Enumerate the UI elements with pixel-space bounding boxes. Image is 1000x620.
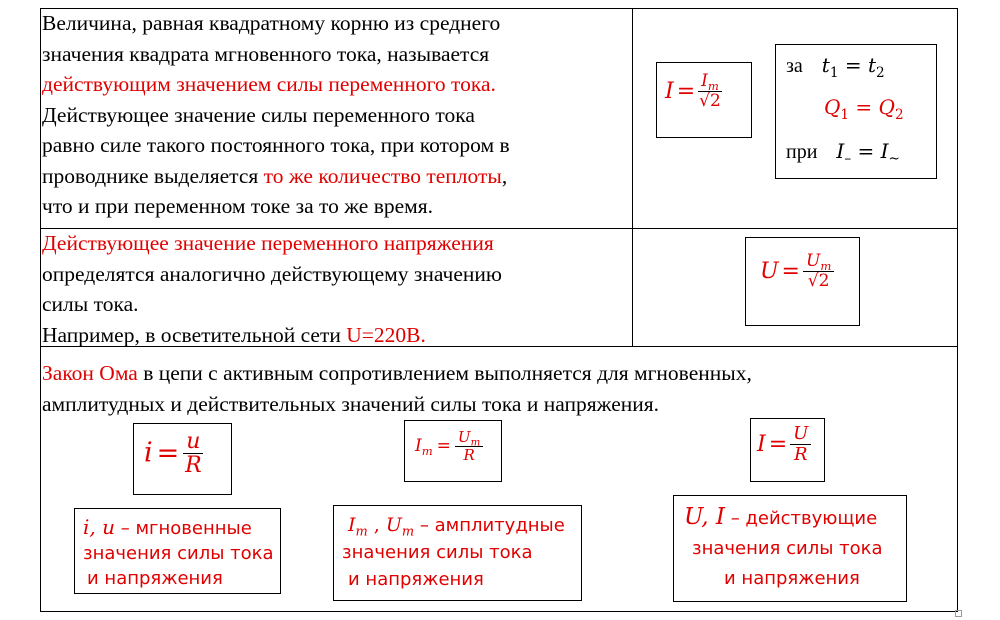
- time-condition: за $t_1 = t_2$: [786, 53, 885, 81]
- effective-voltage-formula-box: [745, 237, 860, 326]
- ohm-amplitude-formula: $I_m$ = $\frac{U_m}{R}$: [415, 430, 483, 463]
- voltage-220-highlight: U=220В.: [346, 322, 426, 347]
- column-divider: [632, 8, 633, 346]
- row1-line7: что и при переменном токе за то же время.: [42, 194, 434, 218]
- instantaneous-caption-line3: и напряжения: [87, 568, 223, 589]
- ohm-instantaneous-formula: i = $\frac{u}{R}$: [144, 429, 202, 479]
- row2-text: [42, 228, 502, 350]
- row3-line1: Закон Ома в цепи с активным сопротивлением выполняется для мгновенных,: [42, 361, 752, 385]
- row1-line4: Действующее значение силы переменного тока: [42, 102, 475, 127]
- effective-current-formula: I = $\frac{I_m}{√2}$: [665, 71, 721, 111]
- amplitude-caption-line1: $I_m$ , $U_m$ – амплитудные: [348, 514, 565, 540]
- ohm-amplitude-formula-box: [404, 420, 502, 482]
- amplitude-caption-line3: и напряжения: [348, 569, 484, 590]
- effective-voltage-formula: U = $\frac{U_m}{√2}$: [760, 253, 834, 291]
- instantaneous-caption-box: [74, 508, 281, 594]
- ohms-law-highlight: Закон Ома: [42, 361, 138, 385]
- amplitude-caption-line2: значения силы тока: [342, 542, 533, 563]
- effective-caption-box: [673, 495, 907, 602]
- pri-label: при: [786, 141, 818, 163]
- row1-line3-highlight: действующим значением силы переменного тока.: [42, 72, 496, 96]
- row3-line2: амплитудных и действительных значений силы тока и напряжения.: [42, 391, 660, 416]
- heat-condition: $Q_1 = Q_2$: [824, 95, 904, 123]
- table-resize-handle[interactable]: [955, 610, 962, 617]
- current-condition: при $I_- = I_\sim$: [786, 139, 900, 167]
- heat-quantity-highlight: то же количество теплоты: [263, 163, 502, 188]
- conditions-box: [775, 44, 937, 179]
- row2-line1-highlight: Действующее значение переменного напряжения: [42, 231, 494, 255]
- ohm-effective-formula: I = $\frac{U}{R}$: [757, 425, 811, 465]
- row1-line5: равно силе такого постоянного тока, при котором в: [42, 133, 510, 157]
- row1-line1: Величина, равная квадратному корню из среднего: [42, 11, 501, 35]
- instantaneous-caption-line2: значения силы тока: [83, 543, 274, 564]
- row1-line6: проводнике выделяется то же количество теплоты,: [42, 163, 508, 188]
- za-label: за: [786, 55, 803, 77]
- instantaneous-caption-line1: i, u – мгновенные: [83, 515, 252, 539]
- row2-line3: силы тока.: [42, 292, 139, 316]
- effective-caption-line3: и напряжения: [724, 568, 860, 589]
- row3-text: [42, 358, 752, 419]
- ohm-effective-formula-box: [750, 418, 825, 482]
- effective-caption-line2: значения силы тока: [692, 538, 883, 559]
- effective-caption-line1: U, I – действующие: [684, 504, 878, 530]
- row2-line2: определятся аналогично действующему значению: [42, 261, 502, 286]
- row2-line4: Например, в осветительной сети U=220В.: [42, 322, 426, 347]
- amplitude-caption-box: [333, 505, 582, 601]
- ohm-instantaneous-formula-box: [133, 423, 232, 495]
- row1-text: [42, 8, 510, 222]
- effective-current-formula-box: [656, 62, 752, 138]
- row1-line2: значения квадрата мгновенного тока, называется: [42, 41, 490, 66]
